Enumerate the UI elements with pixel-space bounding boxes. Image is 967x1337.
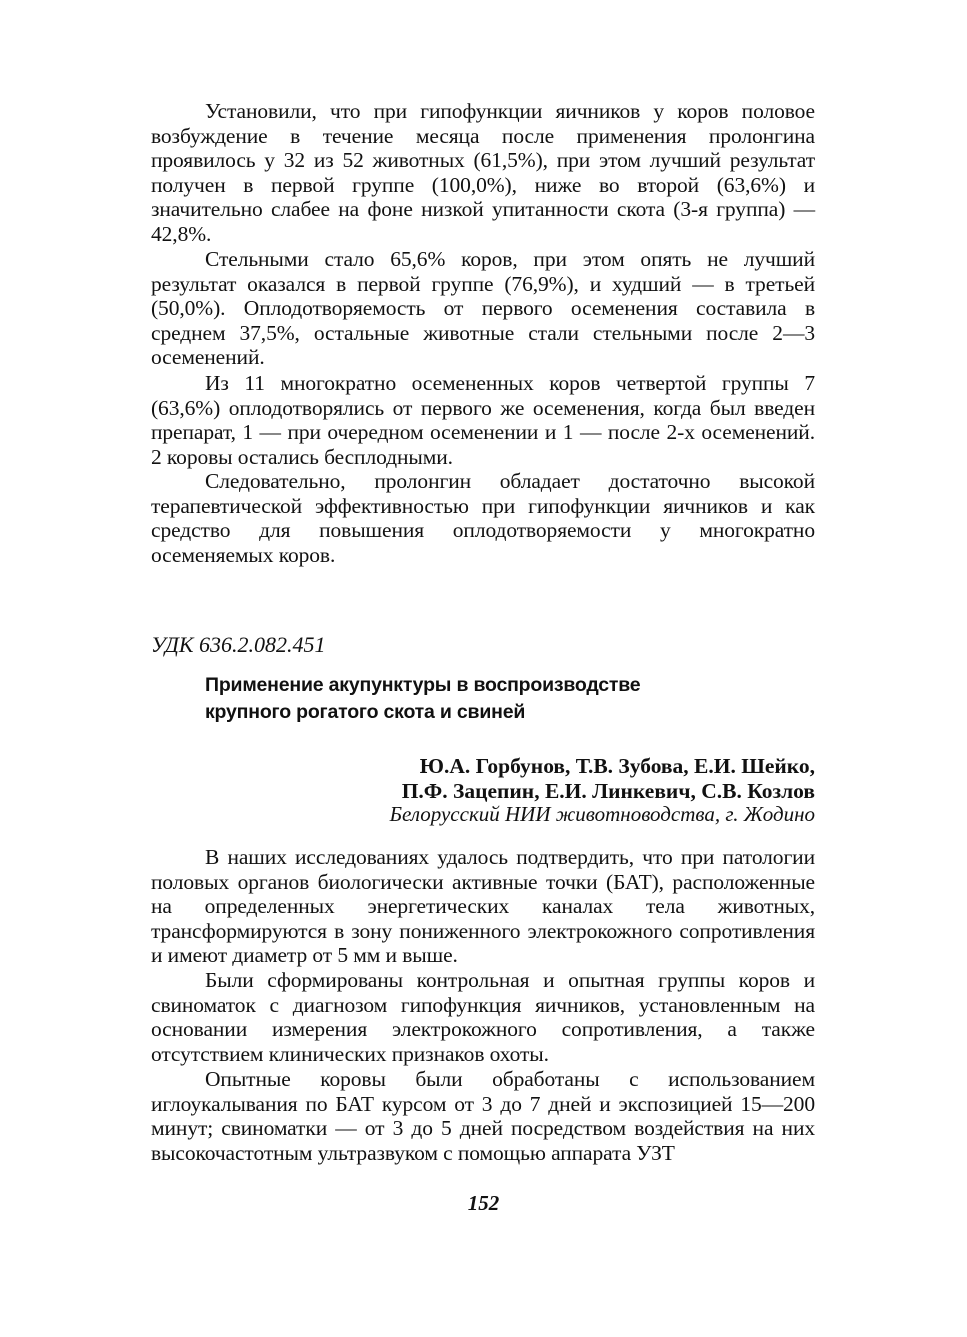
udk-code: УДК 636.2.082.451 — [151, 632, 326, 657]
paragraph-bat-intro: В наших исследованиях удалось подтвердить, что при патологии половых органов биологически активные точки (БАТ), расположенные на определенных энергетических каналах тела животных, трансформируются в зону пониженного электрокожного сопротивления и имеют диаметр от 5 мм и выше. — [151, 845, 815, 968]
authors-line-2: П.Ф. Зацепин, Е.И. Линкевич, С.В. Козлов — [401, 779, 815, 803]
authors — [402, 754, 815, 804]
paragraph-results-estrus: Установили, что при гипофункции яичников у коров половое возбуждение в течение месяца после применения пролонгина проявилось у 32 из 52 животных (61,5%), при этом лучший результат получен в первой группе (100,0%), ниже во второй (63,6%) и значительно слабее на фоне низкой упитанности скота (3-я группа) — 42,8%. — [151, 99, 815, 246]
paragraph-treatment: Опытные коровы были обработаны с использованием иглоукалывания по БАТ курсом от 3 до 7 дней и экспозицией 15—200 минут; свиноматки — от 3 до 5 дней посредством воздействия на них высокочастотным ультразвуком с помощью аппарата УЗТ — [151, 1067, 815, 1165]
paragraph-repeat-breeders: Из 11 многократно осемененных коров четвертой группы 7 (63,6%) оплодотворялись от первого же осеменения, когда был введен препарат, 1 — при очередном осеменении и 1 — после 2-х осеменений. 2 коровы остались бесплодными. — [151, 371, 815, 469]
title-line-2: крупного рогатого скота и свиней — [205, 701, 526, 723]
page-number: 152 — [467, 1191, 500, 1215]
paragraph-conclusion: Следовательно, пролонгин обладает достаточно высокой терапевтической эффективностью при гипофункции яичников и как средство для повышения оплодотворяемости у многократно осеменяемых коров. — [151, 469, 815, 567]
title-line-1: Применение акупунктуры в воспроизводстве — [205, 674, 641, 696]
paragraph-groups: Были сформированы контрольная и опытная группы коров и свиноматок с диагнозом гипофункция яичников, установленным на основании измерения электрокожного сопротивления, а также отсутствием клинических признаков охоты. — [151, 968, 815, 1066]
affiliation: Белорусский НИИ животноводства, г. Жодино — [389, 802, 815, 826]
article-title — [205, 672, 640, 726]
paragraph-pregnancy-rate: Стельными стало 65,6% коров, при этом опять не лучший результат оказался в первой группе (76,9%), и худший — в третьей (50,0%). Оплодотворяемость от первого осеменения составила в среднем 37,5%, остальные животные стали стельными после 2—3 осеменений. — [151, 247, 815, 370]
authors-line-1: Ю.А. Горбунов, Т.В. Зубова, Е.И. Шейко, — [419, 754, 815, 778]
